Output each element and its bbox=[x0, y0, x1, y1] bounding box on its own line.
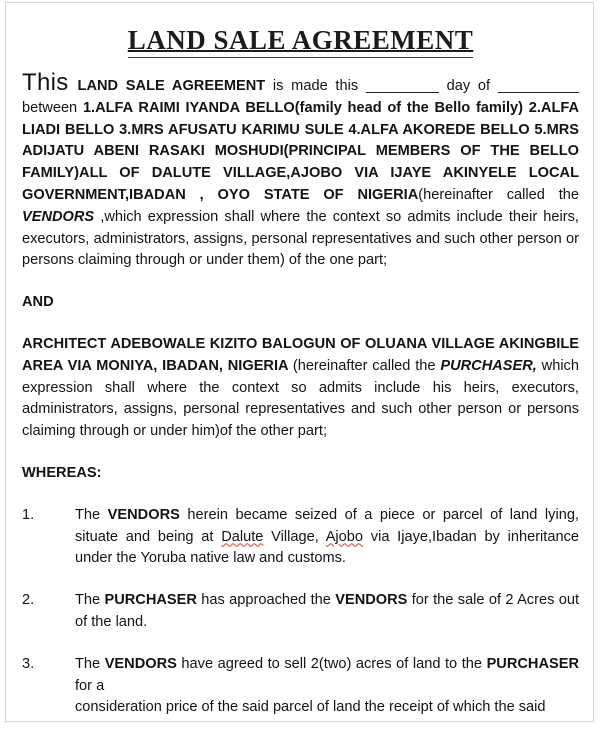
recital-number: 2. bbox=[22, 592, 35, 609]
recital-number: 1. bbox=[22, 506, 35, 523]
purchaser-term-bold: PURCHASER bbox=[104, 592, 197, 609]
intro-hereinafter: (hereinafter called the bbox=[418, 186, 580, 203]
purchaser-tail: which expression shall where the context so admits include his heirs, executors, administrators, assigns, personal representatives and such other person or persons claiming through or under him)of the other part; bbox=[22, 357, 579, 440]
recital-item-1 bbox=[22, 505, 579, 570]
purchaser-hereinafter: (hereinafter called the bbox=[292, 357, 441, 374]
blank-line-day: _________ bbox=[365, 78, 439, 94]
recital-item-2 bbox=[22, 590, 579, 634]
vendors-term-bold: VENDORS bbox=[104, 655, 177, 672]
document-title-text: LAND SALE AGREEMENT bbox=[128, 25, 474, 58]
purchaser-term-bold: PURCHASER bbox=[486, 655, 579, 672]
vendor-names: 1.ALFA RAIMI IYANDA BELLO(family head of the Bello family) 2.ALFA LIADI BELLO 3.MRS AFUSATU KARIMU SULE 4.ALFA AKOREDE BELLO 5.MRS ADIJATU ABENI RASAKI MOSHUDI(PRINCIPAL MEMBERS OF THE BELLO FAMILY)ALL OF DALUTE VILLAGE,AJOBO VIA IJAYE AKINYELE LOCAL GOVERNMENT,IBADAN , OYO STATE OF NIGERIA bbox=[22, 99, 580, 203]
recital-run: has approached the bbox=[196, 592, 336, 609]
recital-number: 3. bbox=[22, 655, 35, 672]
recital-run: herein became seized of a piece or parcel of land lying, situate and being at bbox=[75, 506, 579, 545]
recital-run: The bbox=[75, 655, 105, 672]
intro-day-of: day of bbox=[438, 78, 498, 94]
lead-word: This bbox=[22, 69, 69, 96]
intro-doc-name: LAND SALE AGREEMENT bbox=[77, 78, 266, 94]
misspelled-word: Dalute bbox=[221, 528, 264, 545]
intro-tail: ,which expression shall where the context so admits include their heirs, executors, administrators, assigns, personal representatives and such other person or persons claiming through or under them) of the one part; bbox=[22, 208, 579, 269]
purchaser-term: PURCHASER, bbox=[440, 357, 537, 374]
intro-between: between bbox=[22, 99, 83, 116]
recital-item-3 bbox=[22, 654, 579, 716]
recital-run: for a bbox=[75, 677, 105, 694]
recital-run: The bbox=[75, 506, 108, 523]
recital-run: The bbox=[75, 592, 105, 609]
recital-text bbox=[75, 590, 579, 634]
intro-made-this: is made this bbox=[265, 78, 366, 94]
vendors-term-bold: VENDORS bbox=[335, 592, 408, 609]
and-label: AND bbox=[22, 294, 54, 311]
clipped-bottom-line: consideration price of the said parcel of land the receipt of which the said bbox=[75, 699, 546, 716]
recital-text bbox=[75, 505, 579, 570]
document-page bbox=[5, 2, 594, 722]
purchaser-names: ARCHITECT ADEBOWALE KIZITO BALOGUN OF OLUANA VILLAGE AKINGBILE AREA VIA MONIYA, IBADAN, NIGERIA bbox=[22, 335, 579, 374]
vendors-term-bold: VENDORS bbox=[107, 506, 180, 523]
recital-text bbox=[75, 654, 579, 716]
blank-line-month: __________ bbox=[497, 78, 579, 94]
recital-run: Village, bbox=[263, 528, 326, 545]
misspelled-word: Ajobo bbox=[325, 528, 364, 545]
recital-run: for the sale of 2 Acres out of the land. bbox=[75, 592, 580, 630]
intro-paragraph bbox=[22, 69, 580, 272]
recital-run: have agreed to sell 2(two) acres of land to the bbox=[176, 655, 487, 672]
document-content bbox=[6, 25, 593, 716]
vendors-term: VENDORS bbox=[22, 208, 95, 225]
recital-run: via Ijaye,Ibadan by inheritance under the Yoruba native law and customs. bbox=[75, 528, 579, 567]
purchaser-paragraph bbox=[22, 334, 579, 443]
whereas-label: WHEREAS: bbox=[22, 464, 102, 481]
document-title bbox=[22, 25, 579, 56]
